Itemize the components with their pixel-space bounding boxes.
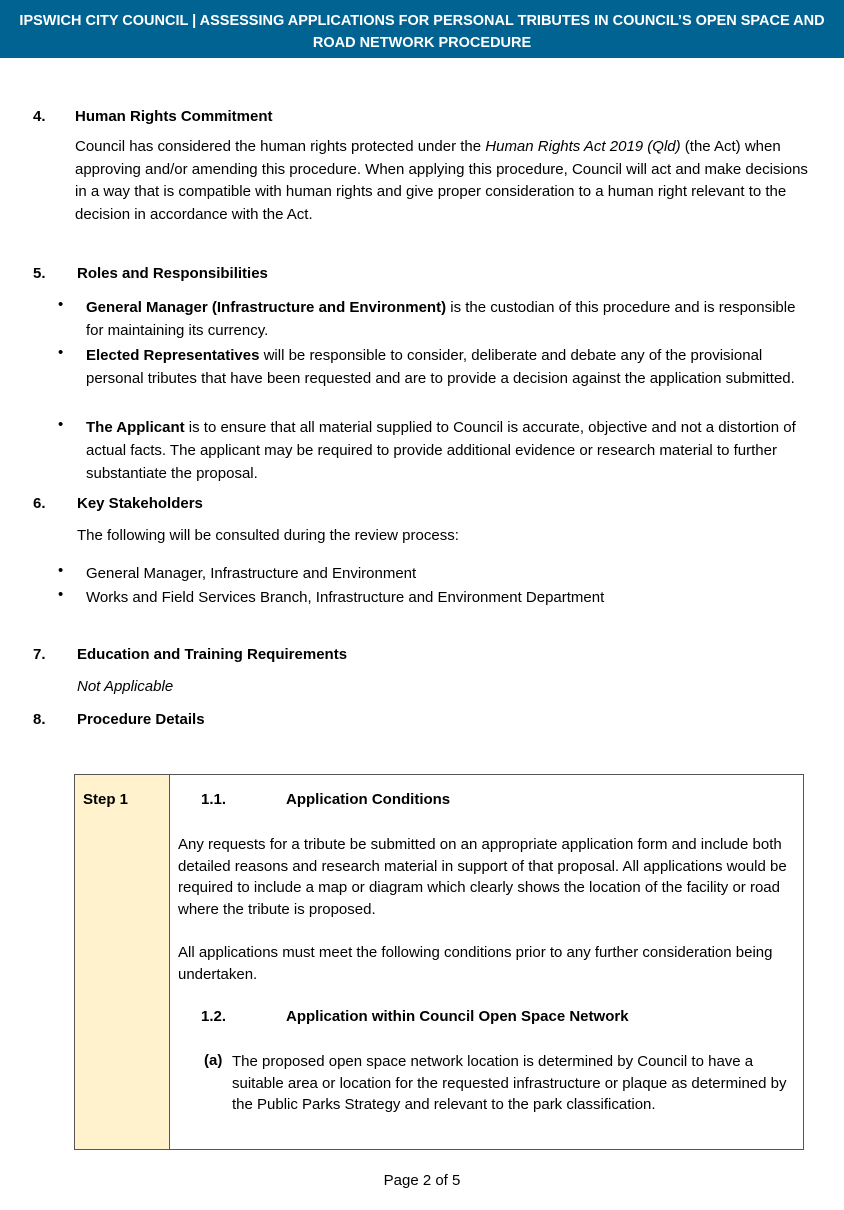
role-description: is the custodian of this procedure and is responsible for maintaining its currency. (86, 299, 796, 339)
bullet-icon: • (58, 562, 64, 579)
header-title-line-2: ROAD NETWORK PROCEDURE (312, 35, 532, 51)
section-5-title: Roles and Responsibilities (77, 265, 268, 282)
section-4-number: 4. (33, 108, 46, 125)
role-description: is to ensure that all material supplied to Council is accurate, objective and not a distortion of actual facts. The applicant may be required to provide additional evidence or research material to further substantiate the proposal. (86, 419, 796, 482)
bullet-icon: • (58, 416, 64, 433)
subsection-1-1-title: Application Conditions (286, 791, 451, 808)
role-item (86, 416, 816, 485)
not-applicable-text: Not Applicable (77, 678, 174, 695)
bullet-icon: • (58, 344, 64, 361)
section-4-text: Council has considered the human rights protected under the (75, 138, 486, 155)
bullet-icon: • (58, 296, 64, 313)
section-7-body (77, 676, 173, 699)
section-6-intro: The following will be consulted during the review process: (77, 527, 459, 544)
role-name: The Applicant (86, 419, 185, 436)
stakeholder-item: Works and Field Services Branch, Infrastructure and Environment Department (86, 589, 605, 606)
subsection-1-1-number: 1.1. (201, 791, 227, 808)
section-4-text-cont: (the Act) when approving and/or amending this procedure. When applying this procedure, Council will act and make decisions in a way that is compatible with human rights and give proper consideration to a human right relevant to the decision in accordance with the Act. (75, 138, 808, 223)
item-a-text: The proposed open space network location is determined by Council to have a suitable area or location for the requested infrastructure or plaque as determined by the Public Parks Strategy and relevant to the park classification. (232, 1053, 787, 1113)
step-column (75, 775, 170, 1149)
header-title-line-1: IPSWICH CITY COUNCIL | ASSESSING APPLICATIONS FOR PERSONAL TRIBUTES IN COUNCIL’S OPEN SPACE AND (19, 13, 825, 29)
application-prerequisites-text: All applications must meet the following conditions prior to any further consideration being undertaken. (178, 944, 773, 983)
page-number: Page 2 of 5 (383, 1172, 461, 1189)
application-conditions-text: Any requests for a tribute be submitted on an appropriate application form and include both detailed reasons and research material in support of that proposal. All applications would be required to include a map or diagram which clearly shows the location of the facility or road where the tribute is proposed. (178, 836, 787, 918)
section-5-number: 5. (33, 265, 46, 282)
bullet-icon: • (58, 586, 64, 603)
stakeholder-item: General Manager, Infrastructure and Environment (86, 565, 417, 582)
role-name: General Manager (Infrastructure and Environment) (86, 299, 447, 316)
section-7-title: Education and Training Requirements (77, 646, 348, 663)
role-item (86, 344, 816, 390)
section-8-number: 8. (33, 711, 46, 728)
subsection-1-2-title: Application within Council Open Space Network (286, 1008, 629, 1025)
document-header (0, 0, 844, 58)
role-name: Elected Representatives (86, 347, 260, 364)
procedure-table (74, 774, 804, 1150)
section-8-title: Procedure Details (77, 711, 205, 728)
item-a-label: (a) (204, 1052, 223, 1069)
role-description: will be responsible to consider, deliberate and debate any of the provisional personal tributes that have been requested and are to provide a decision against the application submitted. (86, 347, 795, 387)
step-label: Step 1 (83, 791, 129, 808)
section-6-number: 6. (33, 495, 46, 512)
act-name: Human Rights Act 2019 (Qld) (485, 138, 681, 155)
section-4-title: Human Rights Commitment (75, 108, 273, 125)
section-7-number: 7. (33, 646, 46, 663)
section-4-body (75, 136, 810, 226)
section-6-title: Key Stakeholders (77, 495, 203, 512)
subsection-1-2-number: 1.2. (201, 1008, 227, 1025)
role-item (86, 296, 816, 342)
